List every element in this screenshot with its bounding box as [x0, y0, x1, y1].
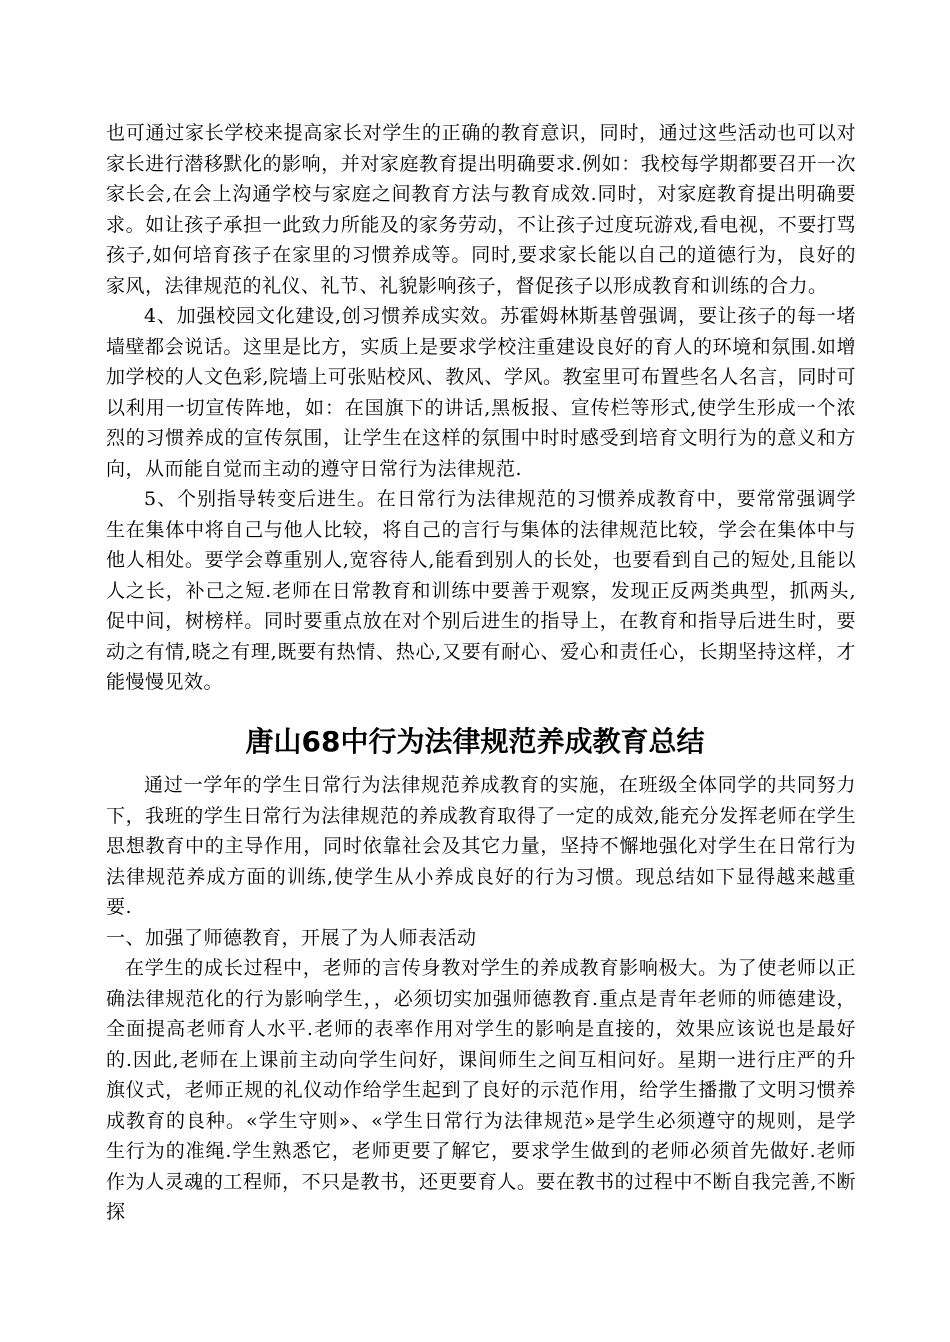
top-text-block — [106, 118, 856, 698]
bottom-text-block — [106, 770, 856, 1228]
paragraph-individual-guidance: 5、个别指导转变后进生。在日常行为法律规范的习惯养成教育中，要常常强调学生在集体中将自己与他人比较，将自己的言行与集体的法律规范比较，学会在集体中与他人相处。要学会尊重别人,宽容待人,能看到别人的长处，也要看到自己的短处,且能以人之长，补己之短.老师在日常教育和训练中要善于观察，发现正反两类典型，抓两头,促中间，树榜样。同时要重点放在对个别后进生的指导上，在教育和指导后进生时，要动之有情,晓之有理,既要有热情、热心,又要有耐心、爱心和责任心，长期坚持这样，才能慢慢见效。 — [106, 488, 856, 693]
paragraph-parent-education: 也可通过家长学校来提高家长对学生的正确的教育意识，同时，通过这些活动也可以对家长进行潜移默化的影响，并对家庭教育提出明确要求.例如：我校每学期都要召开一次家长会,在会上沟通学校与家庭之间教育方法与教育成效.同时，对家庭教育提出明确要求。如让孩子承担一此致力所能及的家务劳动，不让孩子过度玩游戏,看电视，不要打骂孩子,如何培育孩子在家里的习惯养成等。同时,要求家长能以自己的道德行为，良好的家风，法律规范的礼仪、礼节、礼貌影响孩子，督促孩子以形成教育和训练的合力。 — [106, 122, 856, 297]
paragraph-intro: 通过一学年的学生日常行为法律规范养成教育的实施，在班级全体同学的共同努力下，我班的学生日常行为法律规范的养成教育取得了一定的成效,能充分发挥老师在学生思想教育中的主导作用，同时依靠社会及其它力量，坚持不懈地强化对学生在日常行为法律规范养成方面的训练,使学生从小养成良好的行为习惯。现总结如下显得越来越重要. — [106, 774, 856, 918]
document-title: 唐山68中行为法律规范养成教育总结 — [245, 725, 705, 758]
section-heading: 一、加强了师德教育，开展了为人师表活动 — [106, 926, 477, 949]
paragraph-teacher-ethics: 在学生的成长过程中，老师的言传身教对学生的养成教育影响极大。为了使老师以正确法律规范化的行为影响学生，，必须切实加强师德教育.重点是青年老师的师德建设，全面提高老师育人水平.老师的表率作用对学生的影响是直接的，效果应该说也是最好的.因此,老师在上课前主动向学生问好，课间师生之间互相问好。星期一进行庄严的升旗仪式，老师正规的礼仪动作给学生起到了良好的示范作用，给学生播撒了文明习惯养成教育的良种。«学生守则»、«学生日常行为法律规范»是学生必须遵守的规则，是学生行为的准绳.学生熟悉它，老师更要了解它，要求学生做到的老师必须首先做好.老师作为人灵魂的工程师，不只是教书，还更要育人。要在教书的过程中不断自我完善,不断探 — [106, 957, 856, 1223]
paragraph-campus-culture: 4、加强校园文化建设,创习惯养成实效。苏霍姆林斯基曾强调，要让孩子的每一堵墙壁都会说话。这里是比方，实质上是要求学校注重建设良好的育人的环境和氛围.如增加学校的人文色彩,院墙上可张贴校风、教风、学风。教室里可布置些名人名言，同时可以利用一切宣传阵地，如：在国旗下的讲话,黑板报、宣传栏等形式,使学生形成一个浓烈的习惯养成的宣传氛围，让学生在这样的氛围中时时感受到培育文明行为的意义和方向，从而能自觉而主动的遵守日常行为法律规范. — [106, 305, 856, 480]
